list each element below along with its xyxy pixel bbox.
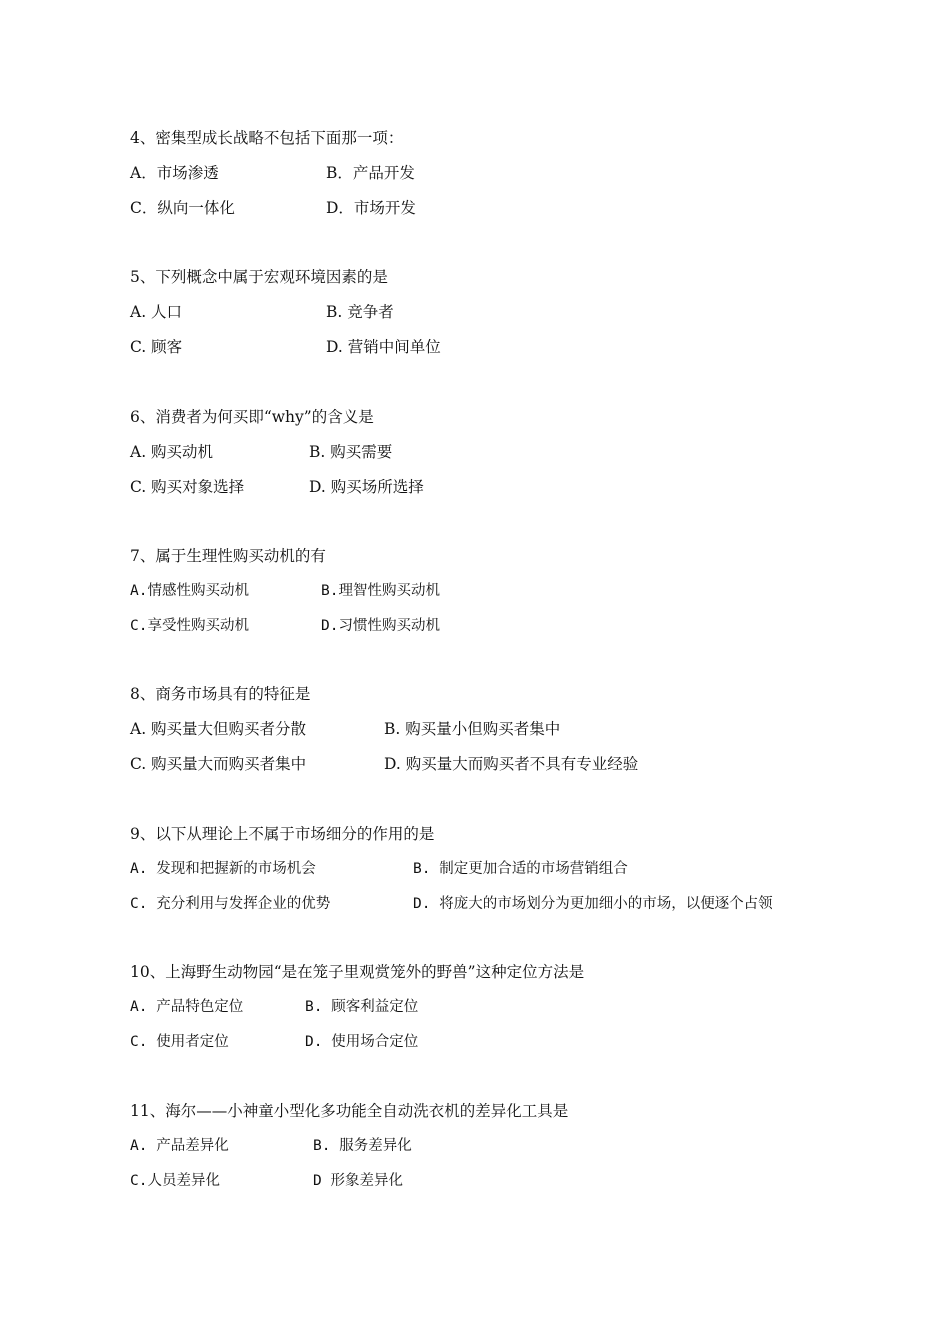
option-a: A. 购买量大但购买者分散 xyxy=(130,720,307,738)
option-b: B. 顾客利益定位 xyxy=(305,999,419,1015)
option-b: B. 服务差异化 xyxy=(313,1138,412,1154)
option-row xyxy=(130,302,910,322)
option-b: B. 购买需要 xyxy=(309,443,393,461)
option-a: A.情感性购买动机 xyxy=(130,583,249,599)
option-b: B．产品开发 xyxy=(326,164,415,182)
option-c: C.享受性购买动机 xyxy=(130,618,249,634)
option-a: A．市场渗透 xyxy=(130,164,219,182)
option-a: A. 发现和把握新的市场机会 xyxy=(130,861,316,877)
option-row xyxy=(130,337,910,357)
question-10 xyxy=(130,962,910,1052)
question-6 xyxy=(130,407,910,497)
option-c: C.人员差异化 xyxy=(130,1173,220,1189)
question-stem: 6、消费者为何买即“why”的含义是 xyxy=(130,408,374,426)
option-row xyxy=(130,997,910,1017)
option-row xyxy=(130,581,910,601)
option-a: A. 产品特色定位 xyxy=(130,999,244,1015)
option-row xyxy=(130,859,910,879)
question-stem: 7、属于生理性购买动机的有 xyxy=(130,547,326,565)
option-d: D.习惯性购买动机 xyxy=(321,618,440,634)
question-stem: 5、下列概念中属于宏观环境因素的是 xyxy=(130,268,388,286)
option-row xyxy=(130,719,910,739)
option-d: D. 营销中间单位 xyxy=(326,338,441,356)
option-row xyxy=(130,894,910,914)
question-stem: 4、密集型成长战略不包括下面那一项： xyxy=(130,129,404,147)
option-d: D．市场开发 xyxy=(326,199,416,217)
option-row xyxy=(130,754,910,774)
question-stem: 11、海尔——小神童小型化多功能全自动洗衣机的差异化工具是 xyxy=(130,1102,569,1120)
option-c: C. 使用者定位 xyxy=(130,1034,229,1050)
option-d: D. 购买场所选择 xyxy=(309,478,424,496)
question-5 xyxy=(130,267,910,357)
option-c: C. 购买量大而购买者集中 xyxy=(130,755,307,773)
option-row xyxy=(130,442,910,462)
option-d: D. 使用场合定位 xyxy=(305,1034,419,1050)
question-stem: 9、以下从理论上不属于市场细分的作用的是 xyxy=(130,825,435,843)
question-stem: 10、上海野生动物园“是在笼子里观赏笼外的野兽”这种定位方法是 xyxy=(130,963,585,981)
question-stem: 8、商务市场具有的特征是 xyxy=(130,685,311,703)
question-8 xyxy=(130,684,910,774)
option-c: C．纵向一体化 xyxy=(130,199,235,217)
option-b: B.理智性购买动机 xyxy=(321,583,440,599)
option-d: D. 购买量大而购买者不具有专业经验 xyxy=(384,755,639,773)
option-b: B. 竞争者 xyxy=(326,303,394,321)
option-b: B. 制定更加合适的市场营销组合 xyxy=(413,861,628,877)
option-row xyxy=(130,1032,910,1052)
option-row xyxy=(130,163,910,183)
option-b: B. 购买量小但购买者集中 xyxy=(384,720,561,738)
question-9 xyxy=(130,824,910,914)
option-d: D. 将庞大的市场划分为更加细小的市场，以便逐个占领 xyxy=(413,896,773,912)
option-a: A. 人口 xyxy=(130,303,183,321)
option-row xyxy=(130,1171,910,1191)
option-row xyxy=(130,477,910,497)
option-c: C. 充分利用与发挥企业的优势 xyxy=(130,896,331,912)
option-c: C. 购买对象选择 xyxy=(130,478,245,496)
question-11 xyxy=(130,1101,910,1191)
option-row xyxy=(130,616,910,636)
option-row xyxy=(130,1136,910,1156)
option-a: A. 产品差异化 xyxy=(130,1138,229,1154)
option-d: D 形象差异化 xyxy=(313,1173,403,1189)
question-7 xyxy=(130,546,910,636)
option-a: A. 购买动机 xyxy=(130,443,214,461)
question-4 xyxy=(130,128,910,218)
option-row xyxy=(130,198,910,218)
option-c: C. 顾客 xyxy=(130,338,183,356)
